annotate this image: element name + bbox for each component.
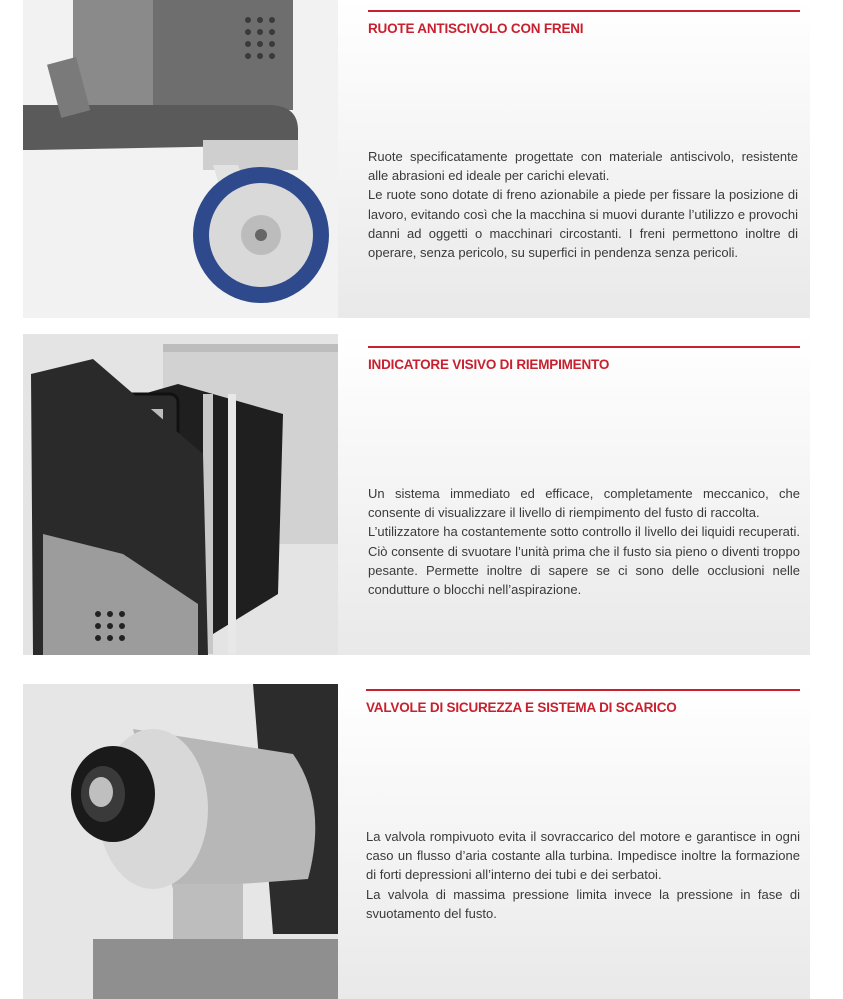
description-paragraph: Le ruote sono dotate di freno azionabile a piede per fissare la posizione di lavoro, evitando così che la macchina si muovi durante l’utilizzo e provochi danni ad oggetti o macchinari circostanti. I freni permettono inoltre di operare, senza pericolo, su superfici in pendenza senza pericoli. — [368, 187, 798, 261]
feature-section-wheels — [23, 0, 810, 318]
section-title: RUOTE ANTISCIVOLO CON FRENI — [368, 21, 584, 36]
section-divider — [368, 346, 800, 348]
description-paragraph: Ruote specificatamente progettate con materiale antiscivolo, resistente alle abrasioni ed ideale per carichi elevati. — [368, 149, 798, 184]
feature-section-fill-indicator — [23, 334, 810, 655]
valve-photo — [23, 684, 338, 999]
section-description — [368, 147, 798, 262]
section-divider — [368, 10, 800, 12]
wheel-photo — [23, 0, 338, 318]
section-description — [368, 484, 800, 599]
description-paragraph: La valvola rompivuoto evita il sovraccarico del motore e garantisce in ogni caso un flusso d’aria costante alla turbina. Impedisce inoltre la formazione di forti depressioni all’interno dei tubi e dei serbatoi. — [366, 829, 800, 883]
section-description — [366, 827, 800, 923]
description-paragraph: L’utilizzatore ha costantemente sotto controllo il livello dei liquidi recuperati. Ciò consente di svuotare l’unità prima che il fusto sia pieno o diventi troppo pesante. Permette inoltre di sapere se ci sono delle occlusioni nelle condutture o blocchi nell’aspirazione. — [368, 524, 800, 598]
description-paragraph: La valvola di massima pressione limita invece la pressione in fase di svuotamento del fusto. — [366, 886, 800, 921]
section-divider — [366, 689, 800, 691]
fill-indicator-photo — [23, 334, 338, 655]
section-title: VALVOLE DI SICUREZZA E SISTEMA DI SCARICO — [366, 700, 677, 715]
description-paragraph: Un sistema immediato ed efficace, completamente meccanico, che consente di visualizzare il livello di riempimento del fusto di raccolta. — [368, 486, 800, 521]
feature-section-safety-valves — [23, 684, 810, 999]
section-title: INDICATORE VISIVO DI RIEMPIMENTO — [368, 357, 610, 372]
